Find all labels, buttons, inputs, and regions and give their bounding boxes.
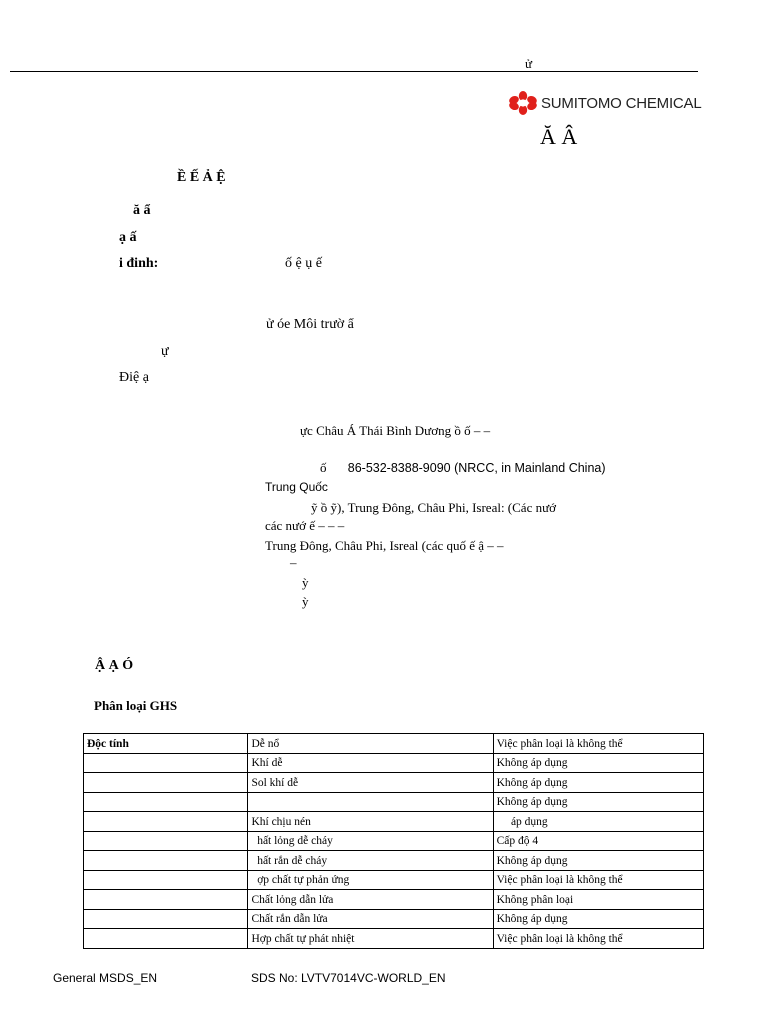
hazard-class-cell: Khí chịu nén: [248, 812, 493, 832]
hazard-class-cell: hất rắn dễ cháy: [248, 851, 493, 871]
table-row: [84, 792, 704, 812]
contact-line-8: ỳ: [302, 575, 309, 590]
hazard-class-cell: Khí dễ: [248, 753, 493, 773]
category-cell: [84, 890, 248, 910]
section1-row-b: ạ ấ: [119, 230, 137, 245]
table-row: [84, 870, 704, 890]
sumitomo-logo-icon: [507, 90, 539, 116]
classification-cell: Không áp dụng: [493, 753, 703, 773]
contact-line-9: ỳ: [302, 594, 309, 609]
classification-cell: Không áp dụng: [493, 792, 703, 812]
category-cell: Độc tính: [84, 734, 248, 754]
classification-cell: Không áp dụng: [493, 851, 703, 871]
table-row: [84, 831, 704, 851]
contact-line-2-prefix: ố: [320, 460, 327, 475]
table-row: [84, 929, 704, 949]
classification-cell: Không áp dụng: [493, 773, 703, 793]
classification-cell: Việc phân loại là không thể: [493, 929, 703, 949]
section1-row-a: ă ẩ: [133, 203, 151, 218]
contact-phone: 86-532-8388-9090 (NRCC, in Mainland China): [347, 461, 606, 475]
footer-document-type: General MSDS_EN: [53, 971, 158, 985]
table-row: [84, 753, 704, 773]
section2-heading: Ậ Ạ Ó: [95, 658, 134, 673]
table-row: [84, 812, 704, 832]
hazard-class-cell: Sol khí dễ: [248, 773, 493, 793]
classification-cell: Không áp dụng: [493, 909, 703, 929]
classification-cell: áp dụng: [493, 812, 703, 832]
section1-row-c-value: ố ệ ụ ế: [285, 256, 322, 271]
contact-line-6: Trung Đông, Châu Phi, Isreal (các quố ế ậ – –: [265, 538, 504, 553]
section1-heading: Ề Ế Ả Ệ: [177, 170, 226, 185]
classification-cell: Không phân loại: [493, 890, 703, 910]
hazard-class-cell: Chất rắn dẫn lửa: [248, 909, 493, 929]
contact-line-7: –: [290, 555, 297, 570]
contact-line-3: Trung Quốc: [265, 480, 328, 494]
table-row: [84, 890, 704, 910]
section1-row-c-label: i đinh:: [119, 256, 159, 271]
footer-sds-number: SDS No: LVTV7014VC-WORLD_EN: [251, 971, 446, 985]
document-subtitle: Ă Â: [540, 124, 578, 149]
section1-row-f: Điệ ạ: [119, 370, 149, 385]
category-cell: [84, 831, 248, 851]
contact-line-4: ỹ ồ ỹ), Trung Đông, Châu Phi, Isreal: (Các nướ: [311, 500, 557, 515]
classification-cell: Việc phân loại là không thể: [493, 870, 703, 890]
category-cell: [84, 929, 248, 949]
category-cell: [84, 773, 248, 793]
section1-row-e: ự: [161, 344, 169, 359]
ghs-classification-table: [83, 733, 704, 949]
category-cell: [84, 851, 248, 871]
hazard-class-cell: hất lỏng dễ cháy: [248, 831, 493, 851]
company-logo: [507, 90, 702, 116]
contact-line-5: các nướ ế – – –: [265, 518, 345, 533]
category-cell: [84, 909, 248, 929]
header-fragment: ử: [525, 56, 533, 71]
table-row: [84, 773, 704, 793]
category-cell: [84, 753, 248, 773]
contact-line-1: ực Châu Á Thái Bình Dương ồ ố – –: [300, 423, 491, 438]
header-rule: [10, 71, 698, 72]
table-row: [84, 909, 704, 929]
category-cell: [84, 812, 248, 832]
table-row: [84, 851, 704, 871]
hazard-class-cell: [248, 792, 493, 812]
table-row: [84, 734, 704, 754]
logo-text: SUMITOMO CHEMICAL: [541, 94, 702, 112]
section1-row-d: ử óe Môi trườ ẩ: [266, 317, 354, 332]
contact-line-2: [320, 460, 606, 476]
classification-cell: Việc phân loại là không thể: [493, 734, 703, 754]
category-cell: [84, 792, 248, 812]
hazard-class-cell: ợp chất tự phản ứng: [248, 870, 493, 890]
hazard-class-cell: Chất lỏng dẫn lửa: [248, 890, 493, 910]
hazard-class-cell: Hợp chất tự phát nhiệt: [248, 929, 493, 949]
hazard-class-cell: Dễ nổ: [248, 734, 493, 754]
category-cell: [84, 870, 248, 890]
classification-cell: Cấp độ 4: [493, 831, 703, 851]
ghs-classification-title: Phân loại GHS: [94, 698, 178, 713]
